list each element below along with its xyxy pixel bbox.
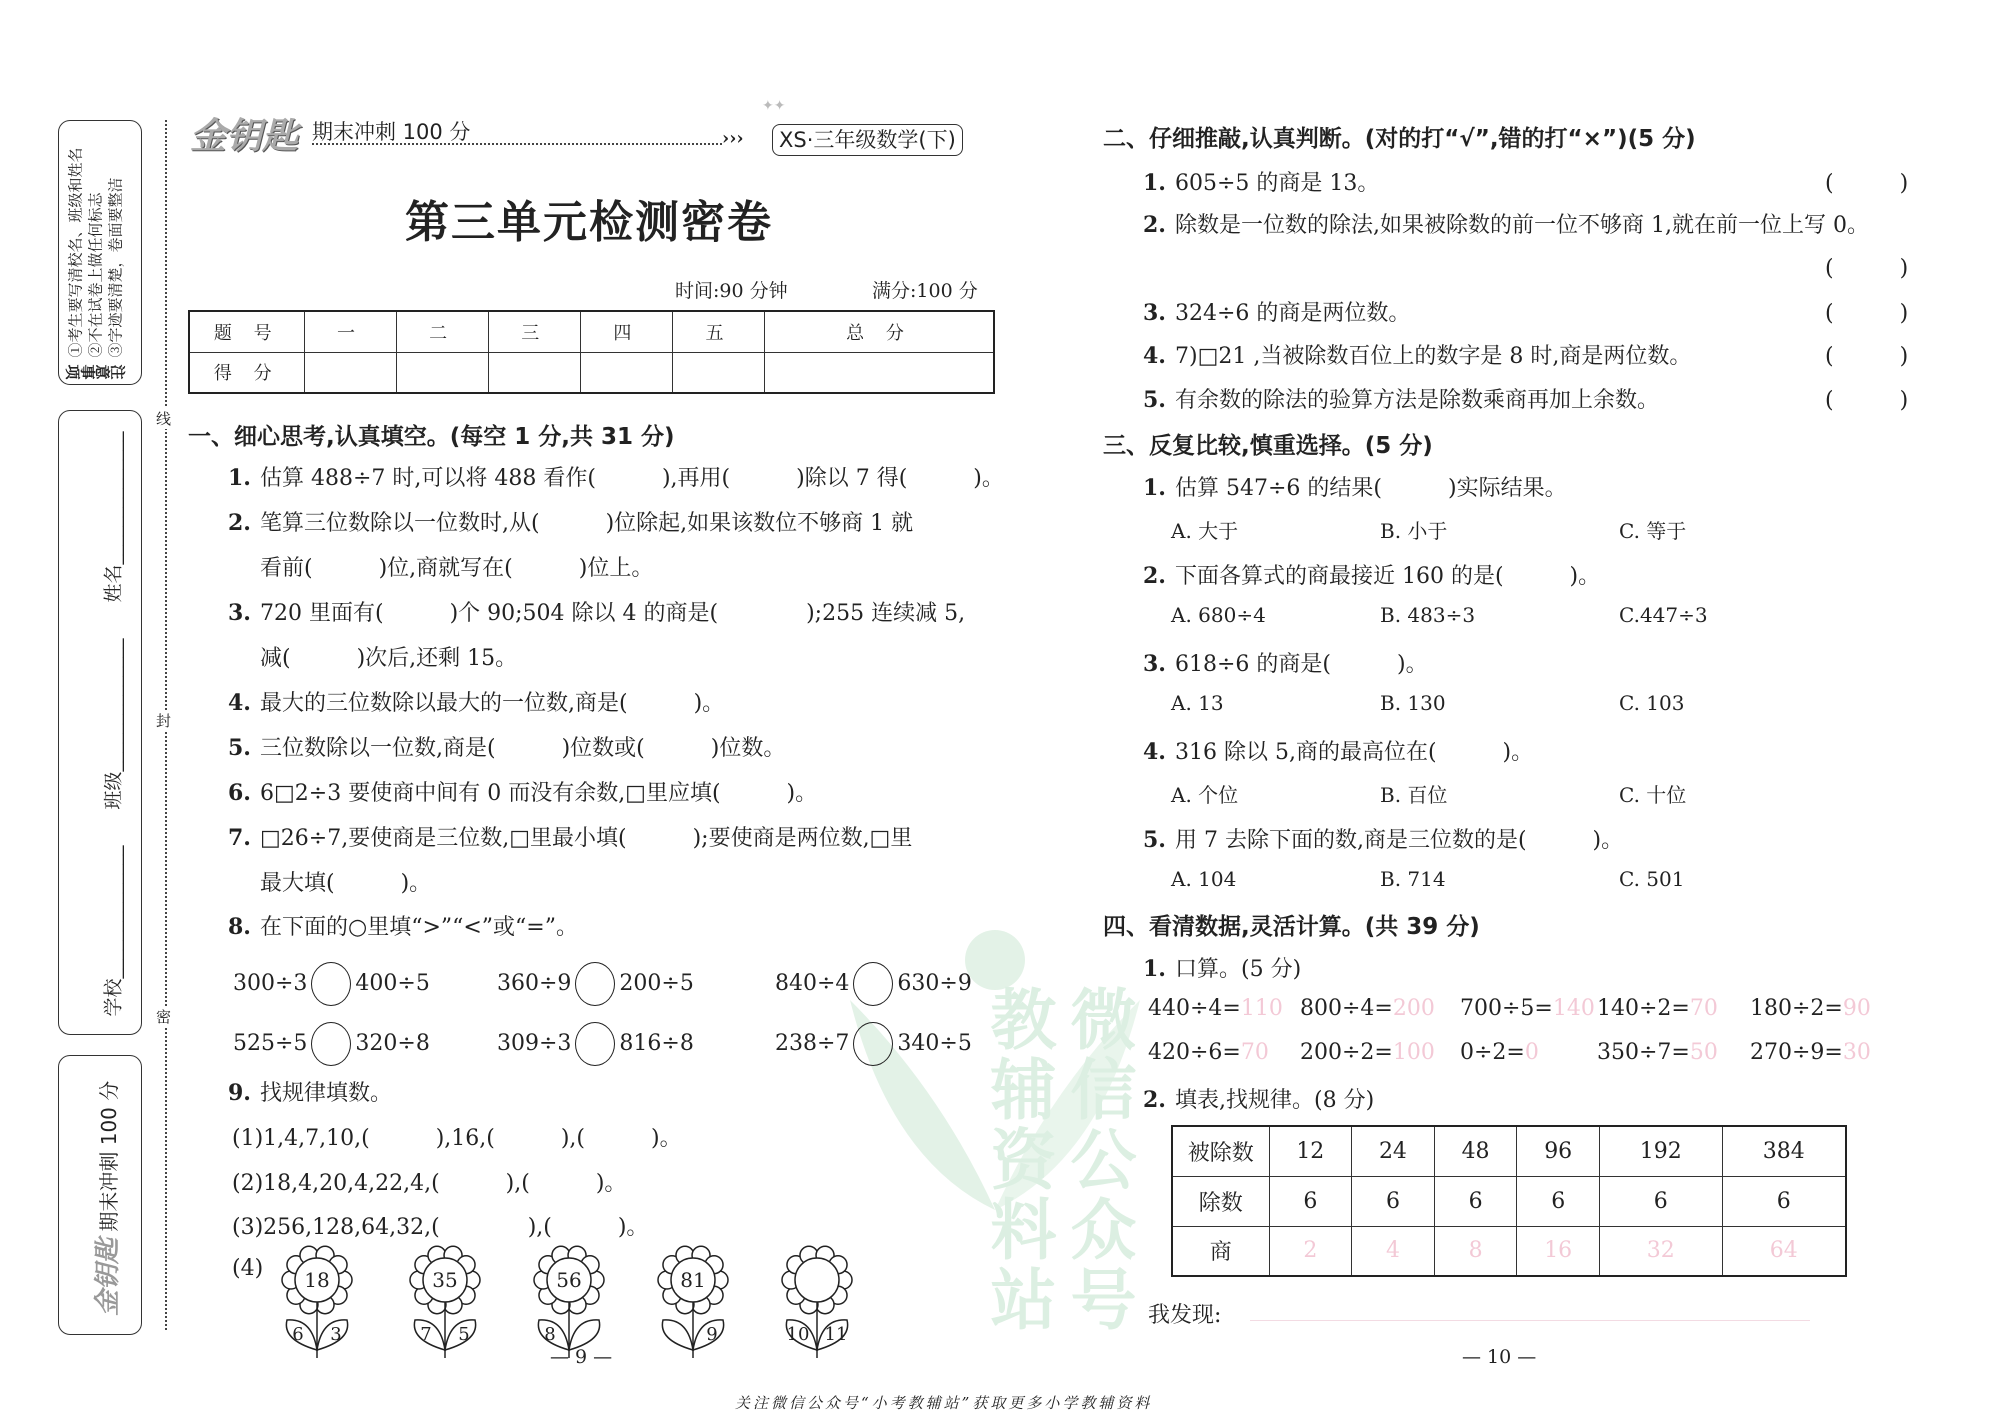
judgement-answer-bracket[interactable]: ( ) [1825,171,1909,196]
choice-option[interactable]: A. 680÷4 [1171,603,1266,627]
choice-option[interactable]: B. 714 [1380,867,1446,891]
choice-question [1143,471,1567,502]
pattern-cell: 6 [1517,1176,1600,1226]
flower-left-leaf: 8 [544,1324,556,1345]
notes-title: 注意事项 [65,362,126,381]
pattern-row [1172,1176,1846,1226]
question-text: 最大填( )。 [260,871,432,896]
score-cell[interactable] [396,352,488,393]
compare-circle[interactable] [311,962,351,1006]
compare-left: 309÷3 [497,1031,572,1056]
s1-question-line [228,866,431,897]
page-number-right: — 10 — [1462,1346,1537,1368]
compare-right: 816÷8 [619,1031,694,1056]
quotient-cell[interactable]: 8 [1434,1226,1517,1276]
question-text: 三位数除以一位数,商是( )位数或( )位数。 [260,736,786,761]
s4-q2-number: 2. [1143,1087,1166,1113]
question-text: □26÷7,要使商是三位数,□里最小填( );要使商是两位数,□里 [260,826,913,851]
pattern-cell: 6 [1722,1176,1846,1226]
pattern-cell: 6 [1269,1176,1352,1226]
score-cell[interactable] [765,352,994,393]
pattern-cell: 24 [1352,1126,1435,1176]
flower-center: 81 [680,1268,706,1292]
quotient-cell[interactable]: 64 [1722,1226,1846,1276]
question-text: 在下面的○里填“>”“<”或“=”。 [260,915,578,940]
footer-note: 关注微信公众号“小考教辅站”获取更多小学教辅资料 [735,1394,1153,1412]
question-text: 看前( )位,商就写在( )位上。 [260,556,654,581]
full-score-label: 满分:100 分 [872,280,978,302]
pattern-row [1172,1226,1846,1276]
side-brand-logo: 金钥匙 [93,1237,123,1316]
mental-calc-item [1460,1040,1539,1065]
s1-question-line [228,596,965,627]
calc-expression: 0÷2= [1460,1040,1525,1065]
pattern-row-label: 商 [1172,1226,1269,1276]
choice-option[interactable]: A. 13 [1171,691,1224,715]
judgement-number: 1. [1143,170,1166,196]
question-number: 3. [228,600,251,626]
flower-left-leaf: 7 [420,1324,432,1345]
choice-text: 316 除以 5,商的最高位在( )。 [1175,740,1534,765]
choice-option[interactable]: C. 十位 [1619,783,1687,807]
seal-mark-seal: 封 [156,712,172,730]
compare-item [497,962,694,1006]
q9-seq-1: (1)1,4,7,10,( ),16,( ),( )。 [232,1126,682,1151]
compare-circle[interactable] [575,962,615,1006]
page-number-left: — 9 — [550,1346,613,1368]
question-number: 8. [228,914,251,940]
judgement-answer-bracket[interactable]: ( ) [1825,256,1909,281]
name-field[interactable]: 姓名______________ [102,431,125,603]
brand-logo: 金钥匙 [190,116,299,157]
calc-expression: 180÷2= [1750,996,1843,1021]
school-field[interactable]: 学校______________ [102,845,125,1017]
s1-question-line [228,551,653,582]
pattern-cell: 12 [1269,1126,1352,1176]
question-text: 6□2÷3 要使商中间有 0 而没有余数,□里应填( )。 [260,781,818,806]
judgement-number: 4. [1143,343,1166,369]
compare-right: 200÷5 [619,971,694,996]
question-text: 笔算三位数除以一位数时,从( )位除起,如果该数位不够商 1 就 [260,511,914,536]
page-title: 第三单元检测密卷 [405,197,773,248]
score-header-cell: 一 [304,311,396,352]
compare-right: 630÷9 [897,971,972,996]
q9-part4-label: (4) [232,1256,264,1281]
school-label: 学校 [102,978,125,1017]
question-text: 估算 488÷7 时,可以将 488 看作( ),再用( )除以 7 得( )。 [260,466,1004,491]
s4-q1 [1143,952,1301,983]
choice-option[interactable]: A. 个位 [1171,783,1239,807]
watermark-text-1: 微信公众号 [1059,985,1136,1335]
choice-option[interactable]: B. 小于 [1380,519,1448,543]
judgement-text: 除数是一位数的除法,如果被除数的前一位不够商 1,就在前一位上写 0。 [1175,213,1869,238]
choice-text: 下面各算式的商最接近 160 的是( )。 [1175,564,1601,589]
flower-figure [400,1240,490,1360]
choice-option[interactable]: B. 百位 [1380,783,1448,807]
flower-figure [648,1240,738,1360]
score-header-cell: 题 号 [189,311,304,352]
flower-center: 18 [304,1268,330,1292]
choice-text: 估算 547÷6 的结果( )实际结果。 [1175,476,1567,501]
judgement-answer-bracket[interactable]: ( ) [1825,301,1909,326]
flower-left-leaf: 6 [292,1324,304,1345]
judgement-item [1143,383,1659,414]
score-header-cell: 三 [488,311,580,352]
pattern-cell: 6 [1434,1176,1517,1226]
question-text: 720 里面有( )个 90;504 除以 4 的商是( );255 连续减 5, [260,601,966,626]
s4-q2-text: 填表,找规律。(8 分) [1175,1088,1375,1113]
mental-calc-item [1597,1040,1718,1065]
side-logo-box [58,1055,142,1335]
choice-option[interactable]: C. 等于 [1619,519,1687,543]
calc-answer[interactable]: 70 [1240,1040,1269,1065]
choice-text: 618÷6 的商是( )。 [1175,652,1428,677]
judgement-answer-bracket[interactable]: ( ) [1825,344,1909,369]
score-cell[interactable] [580,352,672,393]
calc-answer[interactable]: 50 [1689,1040,1718,1065]
calc-answer[interactable]: 70 [1689,996,1718,1021]
calc-answer[interactable]: 110 [1240,996,1283,1021]
calc-expression: 270÷9= [1750,1040,1843,1065]
choice-option[interactable]: B. 483÷3 [1380,603,1476,627]
score-header-cell: 四 [580,311,672,352]
flower-figure [272,1240,362,1360]
s1-question-line [228,731,785,762]
pattern-row-label: 除数 [1172,1176,1269,1226]
judgement-item [1143,208,1869,239]
calc-expression: 350÷7= [1597,1040,1690,1065]
compare-left: 238÷7 [775,1031,850,1056]
q9-seq-3: (3)256,128,64,32,( ),( )。 [232,1215,649,1240]
judgement-number: 2. [1143,212,1166,238]
seal-mark-line: 线 [156,410,172,428]
flower-right-leaf: 3 [330,1324,342,1345]
calc-answer[interactable]: 90 [1842,996,1871,1021]
score-header-cell: 二 [396,311,488,352]
flower-right-leaf: 9 [706,1324,718,1345]
pattern-row [1172,1126,1846,1176]
section-2-heading: 二、仔细推敲,认真判断。(对的打“√”,错的打“×”)(5 分) [1103,126,1696,152]
pattern-cell: 96 [1517,1126,1600,1176]
note-2: ②不在试卷上做任何标志 [86,192,105,358]
compare-left: 525÷5 [233,1031,308,1056]
question-text: 减( )次后,还剩 15。 [260,646,518,671]
subject-badge: XS·三年级数学(下) [772,124,963,156]
compare-circle[interactable] [853,1022,893,1066]
compare-right: 400÷5 [355,971,430,996]
calc-expression: 440÷4= [1148,996,1241,1021]
s1-question-line [228,461,1004,492]
flower-right-leaf: 11 [824,1324,848,1345]
judgement-item [1143,166,1379,197]
question-number: 7. [228,825,251,851]
choice-question [1143,559,1600,590]
s1-question-line [228,910,578,941]
score-cell[interactable] [488,352,580,393]
student-info-box [58,410,142,1035]
note-3: ③字迹要清楚，卷面要整洁 [106,177,125,358]
note-1: ①考生要写清校名、班级和姓名 [66,147,85,358]
choice-number: 4. [1143,739,1166,765]
q9-text: 找规律填数。 [260,1081,393,1106]
compare-left: 300÷3 [233,971,308,996]
calc-answer[interactable]: 100 [1392,1040,1435,1065]
question-number: 4. [228,690,251,716]
judgement-item [1143,296,1410,327]
calc-expression: 800÷4= [1300,996,1393,1021]
choice-question [1143,647,1428,678]
s1-question-line [228,776,817,807]
choice-text: 用 7 去除下面的数,商是三位数的是( )。 [1175,828,1624,853]
calc-expression: 140÷2= [1597,996,1690,1021]
name-label: 姓名 [102,564,125,603]
pattern-row-label: 被除数 [1172,1126,1269,1176]
s1-question-line [228,506,913,537]
question-number: 6. [228,780,251,806]
compare-left: 840÷4 [775,971,850,996]
compare-item [775,1022,972,1066]
pattern-table [1171,1125,1847,1277]
score-table [188,310,995,394]
mental-calc-item [1750,1040,1871,1065]
calc-expression: 420÷6= [1148,1040,1241,1065]
mental-calc-item [1460,996,1595,1021]
calc-answer[interactable]: 140 [1552,996,1595,1021]
choice-number: 3. [1143,651,1166,677]
s1-question-line [228,686,724,717]
compare-right: 340÷5 [897,1031,972,1056]
class-label: 班级 [102,771,125,810]
s4-q1-number: 1. [1143,956,1166,982]
choice-option[interactable]: C. 501 [1619,867,1685,891]
pattern-cell: 6 [1352,1176,1435,1226]
choice-number: 1. [1143,475,1166,501]
time-label: 时间:90 分钟 [675,280,788,302]
compare-item [775,962,972,1006]
flower-center: 56 [556,1268,582,1292]
flower-figure [524,1240,614,1360]
section-4-heading: 四、看清数据,灵活计算。(共 39 分) [1103,914,1480,940]
notes-box [58,120,142,385]
q9-line [228,1076,392,1107]
mental-calc-item [1750,996,1871,1021]
pattern-cell: 384 [1722,1126,1846,1176]
judgement-number: 3. [1143,300,1166,326]
judgement-number: 5. [1143,387,1166,413]
choice-question [1143,735,1533,766]
compare-item [233,1022,430,1066]
s4-q1-text: 口算。(5 分) [1175,957,1302,982]
quotient-cell[interactable]: 2 [1269,1226,1352,1276]
q9-number: 9. [228,1080,251,1106]
section-3-heading: 三、反复比较,慎重选择。(5 分) [1103,433,1433,459]
flower-right-leaf: 5 [458,1324,470,1345]
compare-item [233,962,430,1006]
judgement-text: 605÷5 的商是 13。 [1175,171,1380,196]
choice-number: 2. [1143,563,1166,589]
mental-calc-item [1300,996,1435,1021]
compare-left: 360÷9 [497,971,572,996]
pattern-cell: 48 [1434,1126,1517,1176]
score-row-label: 得 分 [189,352,304,393]
pattern-cell: 192 [1600,1126,1723,1176]
quotient-cell[interactable]: 32 [1600,1226,1723,1276]
score-cell[interactable] [304,352,396,393]
calc-answer[interactable]: 0 [1524,1040,1539,1065]
judgement-text: 324÷6 的商是两位数。 [1175,301,1411,326]
question-number: 2. [228,510,251,536]
mental-calc-item [1148,996,1283,1021]
s4-q2 [1143,1083,1374,1114]
finding-answer-line[interactable] [1250,1320,1810,1321]
header-dotted-rule [312,143,722,145]
choice-option[interactable]: C.447÷3 [1619,603,1708,627]
quotient-cell[interactable]: 4 [1352,1226,1435,1276]
finding-label: 我发现: [1148,1303,1222,1328]
compare-item [497,1022,694,1066]
series-label: 期末冲刺 100 分 [312,120,471,144]
score-header-cell: 五 [672,311,764,352]
compare-circle[interactable] [575,1022,615,1066]
seal-mark-secret: 密 [156,1008,172,1026]
question-text: 最大的三位数除以最大的一位数,商是( )。 [260,691,725,716]
calc-answer[interactable]: 30 [1842,1040,1871,1065]
mental-calc-item [1597,996,1718,1021]
choice-option[interactable]: A. 104 [1171,867,1237,891]
compare-circle[interactable] [311,1022,351,1066]
quotient-cell[interactable]: 16 [1517,1226,1600,1276]
compare-circle[interactable] [853,962,893,1006]
question-number: 5. [228,735,251,761]
watermark-text-2: 教辅资料站 [979,985,1056,1335]
class-field[interactable]: 班级______________ [102,638,125,810]
sparkle-icon: ✦✦ [762,98,786,114]
calc-answer[interactable]: 200 [1392,996,1435,1021]
calc-expression: 200÷2= [1300,1040,1393,1065]
judgement-answer-bracket[interactable]: ( ) [1825,388,1909,413]
section-1-heading: 一、细心思考,认真填空。(每空 1 分,共 31 分) [188,424,675,450]
flower-center: 35 [432,1268,458,1292]
choice-option[interactable]: B. 130 [1380,691,1446,715]
q9-seq-2: (2)18,4,20,4,22,4,( ),( )。 [232,1171,627,1196]
mental-calc-item [1300,1040,1435,1065]
side-logo-text: 期末冲刺 100 分 [97,1080,121,1232]
flower-icon [648,1240,738,1360]
judgement-item [1143,339,1691,370]
arrow-icon: ››› [722,128,744,149]
question-number: 1. [228,465,251,491]
score-header-cell: 总 分 [765,311,994,352]
s1-question-line [228,641,517,672]
score-cell[interactable] [672,352,764,393]
calc-expression: 700÷5= [1460,996,1553,1021]
flower-left-leaf: 10 [786,1324,810,1345]
flower-figure [772,1240,862,1360]
pattern-cell: 6 [1600,1176,1723,1226]
choice-number: 5. [1143,827,1166,853]
judgement-text: 有余数的除法的验算方法是除数乘商再加上余数。 [1175,388,1660,413]
s1-question-line [228,821,912,852]
judgement-text: 7)□21 ,当被除数百位上的数字是 8 时,商是两位数。 [1175,344,1692,369]
choice-option[interactable]: C. 103 [1619,691,1685,715]
choice-option[interactable]: A. 大于 [1171,519,1239,543]
compare-right: 320÷8 [355,1031,430,1056]
choice-question [1143,823,1623,854]
mental-calc-item [1148,1040,1269,1065]
